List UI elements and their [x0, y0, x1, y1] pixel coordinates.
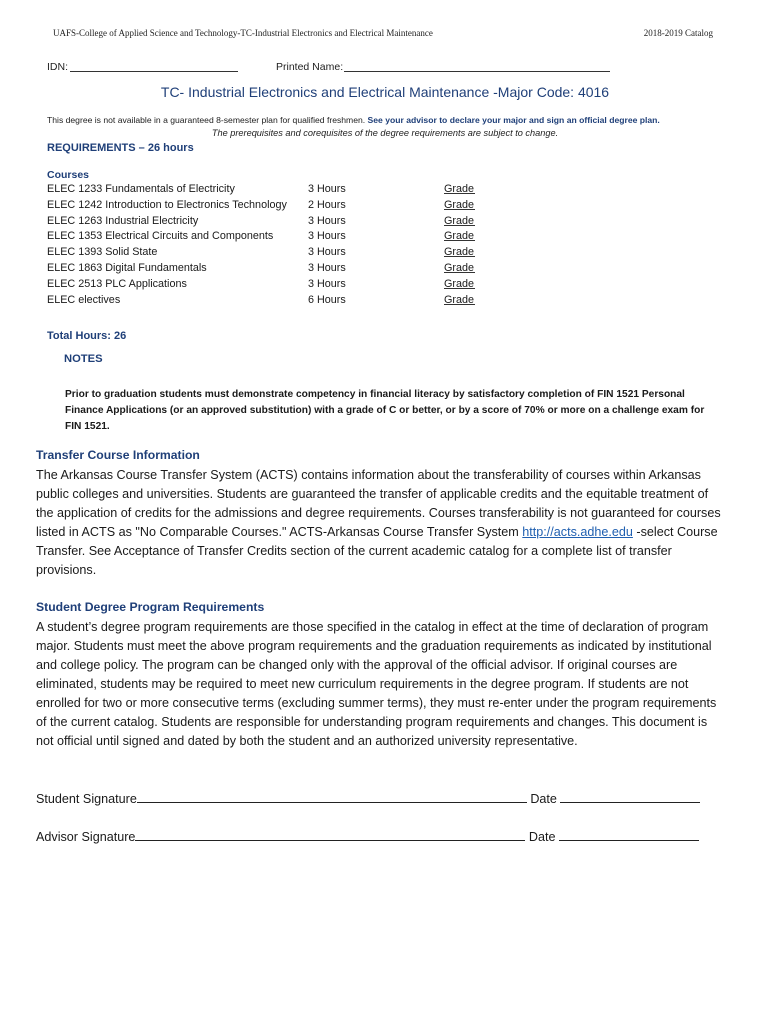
requirements-heading: REQUIREMENTS – 26 hours — [47, 142, 194, 154]
course-row — [47, 294, 527, 310]
course-name: ELEC 1353 Electrical Circuits and Components — [47, 230, 274, 243]
transfer-text: The Arkansas Course Transfer System (ACTS) contains information about the transferability of courses within Arkansas public colleges and universities. Students are guaranteed the transfer of applicable credits and the equitable treatment of the application of credits for the admissions and degree requirements. Courses transferability is not guaranteed for courses listed in ACTS as "No Comparable Courses." ACTS-Arkansas Course Transfer System — [36, 468, 721, 539]
grade-label: Grade — [444, 293, 475, 306]
course-row — [47, 199, 527, 215]
transfer-paragraph — [36, 466, 728, 580]
course-name: ELEC electives — [47, 293, 121, 306]
printed-name-field[interactable] — [344, 71, 610, 72]
grade-blank[interactable] — [444, 215, 475, 226]
degree-notice — [47, 115, 660, 125]
grade-label: Grade — [444, 261, 475, 274]
notes-body: Prior to graduation students must demonstrate competency in financial literacy by satisfactory completion of FIN 1521 Personal Finance Applications (or an approved substitution) with a grade of C or better, or by a score of 70% or more on a challenge exam for FIN 1521. — [65, 389, 705, 432]
course-hours: 2 Hours — [308, 198, 346, 211]
courses-heading: Courses — [47, 169, 90, 181]
total-hours: Total Hours: 26 — [47, 330, 127, 342]
course-name: ELEC 1393 Solid State — [47, 246, 158, 259]
grade-blank[interactable] — [444, 294, 475, 305]
course-name: ELEC 1242 Introduction to Electronics Technology — [47, 198, 287, 211]
course-name: ELEC 1233 Fundamentals of Electricity — [47, 183, 235, 195]
notice-plain: This degree is not available in a guaranteed 8-semester plan for qualified freshmen. — [47, 115, 366, 125]
grade-label: Grade — [444, 277, 475, 290]
course-row — [47, 262, 527, 278]
advisor-signature-label: Advisor Signature — [36, 830, 136, 844]
course-name: ELEC 1863 Digital Fundamentals — [47, 261, 207, 274]
notes-heading: NOTES — [64, 353, 103, 365]
advisor-date-label: Date — [528, 830, 556, 844]
course-name: ELEC 1263 Industrial Electricity — [47, 214, 199, 227]
course-hours: 3 Hours — [308, 183, 346, 195]
page-title: TC- Industrial Electronics and Electrical Maintenance -Major Code: 4016 — [160, 84, 610, 100]
transfer-heading: Transfer Course Information — [36, 448, 200, 462]
grade-label: Grade — [444, 230, 475, 243]
course-row — [47, 230, 527, 246]
advisor-date-field[interactable] — [559, 827, 699, 841]
course-row — [47, 183, 527, 199]
course-hours: 3 Hours — [308, 230, 346, 243]
catalog-year: 2018-2019 Catalog — [643, 28, 713, 38]
student-date-field[interactable] — [560, 789, 700, 803]
course-hours: 3 Hours — [308, 214, 346, 227]
idn-field[interactable] — [70, 71, 238, 72]
advisor-signature-field[interactable] — [135, 827, 525, 841]
catalog-header-left: UAFS-College of Applied Science and Technology-TC-Industrial Electronics and Electrical Maintenance — [53, 28, 433, 38]
notice-emphasis: See your advisor to declare your major and sign an official degree plan. — [367, 115, 660, 125]
transfer-text-continued: -select Course Transfer. See Acceptance of Transfer Credits section of the current academic catalog for a complete list of transfer provisions. — [36, 525, 718, 577]
grade-label: Grade — [444, 246, 475, 259]
course-row — [47, 246, 527, 262]
idn-label: IDN: — [47, 61, 68, 73]
acts-link[interactable]: http://acts.adhe.edu — [522, 525, 633, 539]
advisor-signature-row — [36, 827, 699, 844]
degree-requirements-heading: Student Degree Program Requirements — [36, 600, 265, 614]
grade-label: Grade — [444, 214, 475, 227]
grade-blank[interactable] — [444, 230, 475, 241]
course-hours: 3 Hours — [308, 277, 346, 290]
course-name: ELEC 2513 PLC Applications — [47, 277, 187, 290]
course-row — [47, 278, 527, 294]
course-list — [47, 183, 527, 309]
course-row — [47, 215, 527, 231]
grade-blank[interactable] — [444, 246, 475, 257]
student-signature-field[interactable] — [137, 789, 527, 803]
grade-blank[interactable] — [444, 199, 475, 210]
grade-blank[interactable] — [444, 262, 475, 273]
course-hours: 3 Hours — [308, 246, 346, 259]
student-signature-row — [36, 789, 700, 806]
prerequisite-note: The prerequisites and corequisites of the degree requirements are subject to change. — [211, 128, 559, 138]
grade-label: Grade — [444, 183, 475, 195]
grade-blank[interactable] — [444, 183, 475, 194]
printed-name-label: Printed Name: — [276, 61, 344, 73]
grade-blank[interactable] — [444, 278, 475, 289]
grade-label: Grade — [444, 198, 475, 211]
course-hours: 6 Hours — [308, 293, 346, 306]
student-signature-label: Student Signature — [36, 792, 137, 806]
degree-requirements-paragraph: A student’s degree program requirements are those specified in the catalog in effect at the time of declaration of program major. Students must meet the above program requirements and the graduation requirements as indicated by institutional and college policy. The program can be changed only with the approval of the official advisor. If original courses are eliminated, students may be required to meet new curriculum requirements in the degree program. If students are not enrolled for two or more consecutive terms (excluding summer terms), they must re-enter under the program requirements of the current catalog. Students are responsible for understanding program requirements and changes. This document is not official until signed and dated by both the student and an authorized university representative. — [36, 620, 717, 748]
course-hours: 3 Hours — [308, 261, 346, 274]
student-date-label: Date — [530, 792, 557, 806]
